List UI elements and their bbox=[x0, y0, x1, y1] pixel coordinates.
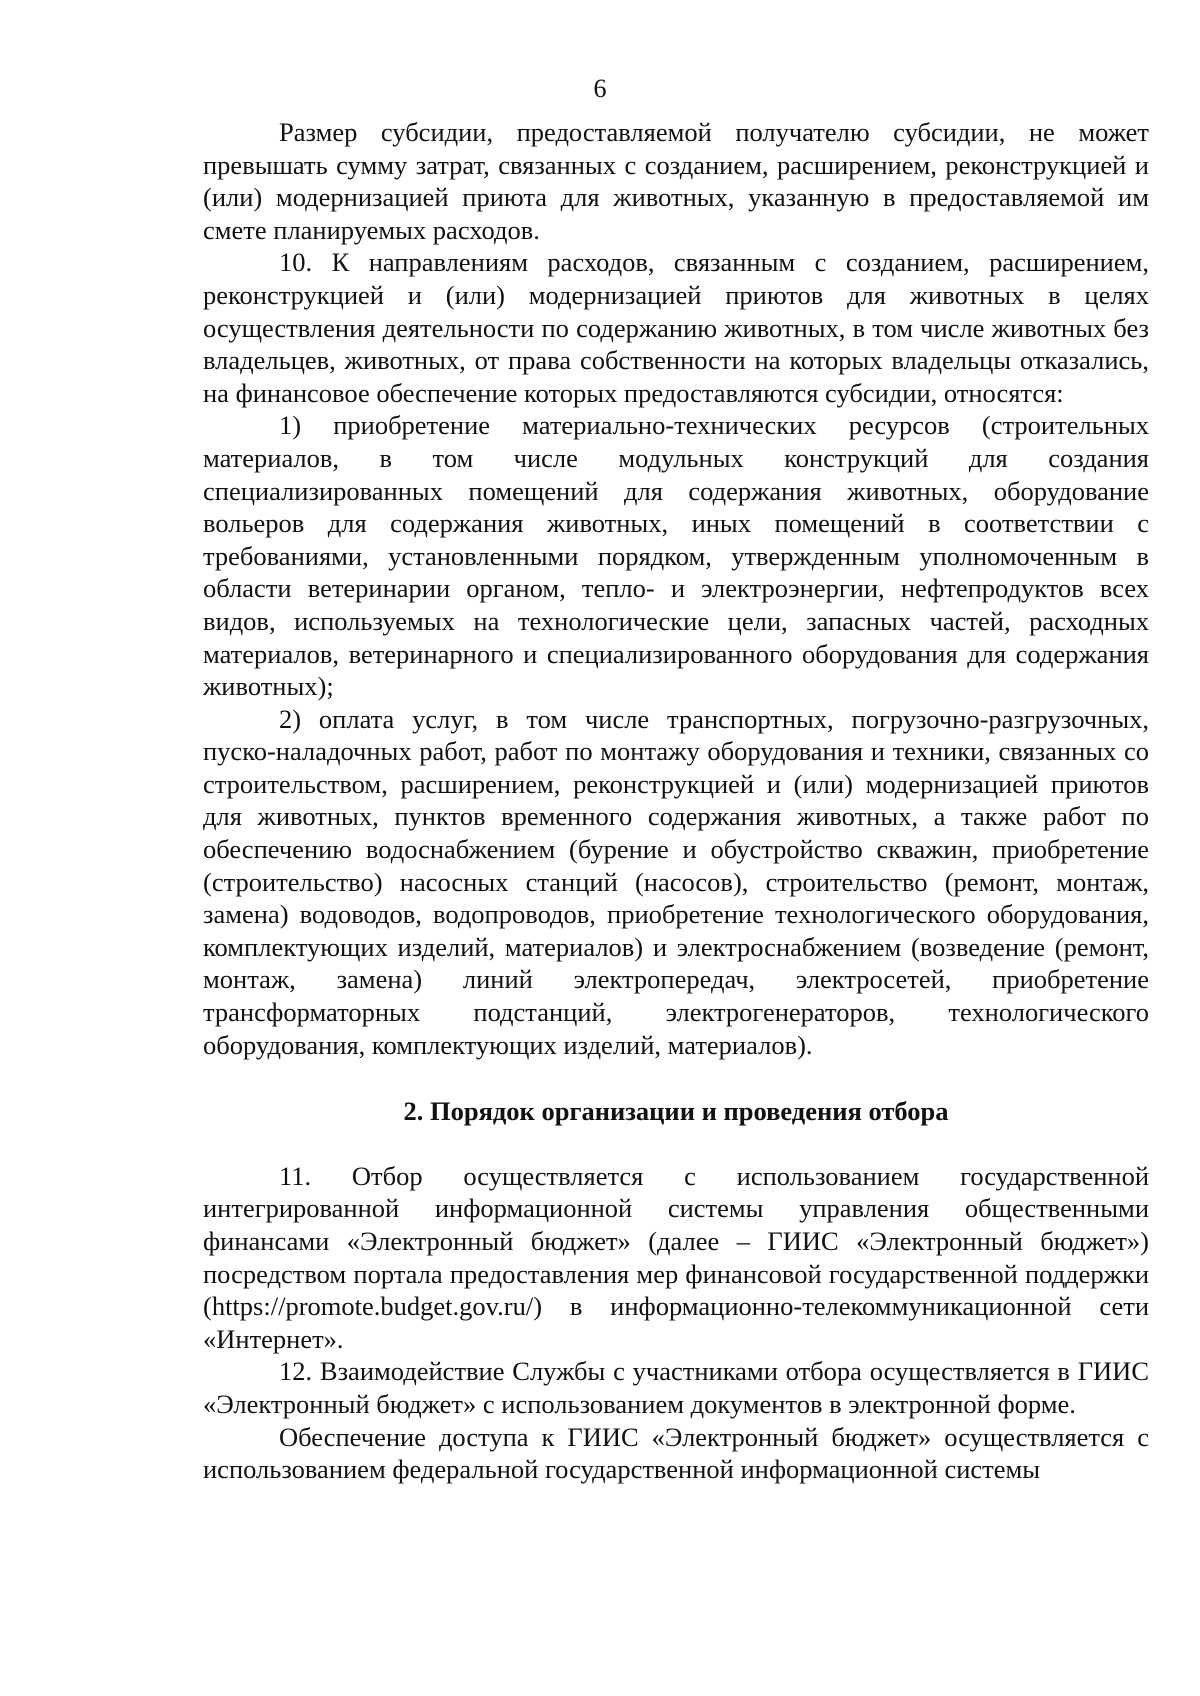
document-body bbox=[203, 116, 1149, 1486]
paragraph-access-provision: Обеспечение доступа к ГИИС «Электронный бюджет» осуществляется с использованием федеральной государственной информационной системы bbox=[203, 1421, 1149, 1485]
paragraph-11-selection-system: 11. Отбор осуществляется с использованием государственной интегрированной информационной системы управления общественными финансами «Электронный бюджет» (далее – ГИИС «Электронный бюджет») посредством портала предоставления мер финансовой государственной поддержки (https://promote.budget.gov.ru/) в информационно-телекоммуникационной сети «Интернет». bbox=[203, 1160, 1149, 1354]
paragraph-12-interaction: 12. Взаимодействие Службы с участниками отбора осуществляется в ГИИС «Электронный бюджет» с использованием документов в электронной форме. bbox=[203, 1356, 1149, 1419]
paragraph-subsidy-size: Размер субсидии, предоставляемой получателю субсидии, не может превышать сумму затрат, связанных с созданием, расширением, реконструкцией и (или) модернизацией приюта для животных, указанную в предоставляемой им смете планируемых расходов. bbox=[203, 117, 1149, 245]
list-item-2-services-payment: 2) оплата услуг, в том числе транспортных, погрузочно-разгрузочных, пуско-наладочных работ, работ по монтажу оборудования и техники, связанных со строительством, расширением, реконструкцией и (или) модернизацией приютов для животных, пунктов временного содержания животных, а также работ по обеспечению водоснабжением (бурение и обустройство скважин, приобретение (строительство) насосных станций (насосов), строительство (ремонт, монтаж, замена) водоводов, водопроводов, приобретение технологического оборудования, комплектующих изделий, материалов) и электроснабжением (возведение (ремонт, монтаж, замена) линий электропередач, электросетей, приобретение трансформаторных подстанций, электрогенераторов, технологического оборудования, комплектующих изделий, материалов). bbox=[203, 703, 1149, 1060]
list-item-1-material-resources: 1) приобретение материально-технических ресурсов (строительных материалов, в том числе модульных конструкций для создания специализированных помещений для содержания животных, оборудование вольеров для содержания животных, иных помещений в соответствии с требованиями, установленными порядком, утвержденным уполномоченным в области ветеринарии органом, тепло- и электроэнергии, нефтепродуктов всех видов, используемых на технологические цели, запасных частей, расходных материалов, ветеринарного и специализированного оборудования для содержания животных); bbox=[203, 410, 1149, 702]
page-number: 6 bbox=[593, 74, 607, 103]
section-heading: 2. Порядок организации и проведения отбора bbox=[403, 1096, 949, 1127]
paragraph-10-expense-directions: 10. К направлениям расходов, связанным с созданием, расширением, реконструкцией и (или) модернизацией приютов для животных в целях осуществления деятельности по содержанию животных, в том числе животных без владельцев, животных, от права собственности на которых владельцы отказались, на финансовое обеспечение которых предоставляются субсидии, относятся: bbox=[203, 247, 1149, 408]
